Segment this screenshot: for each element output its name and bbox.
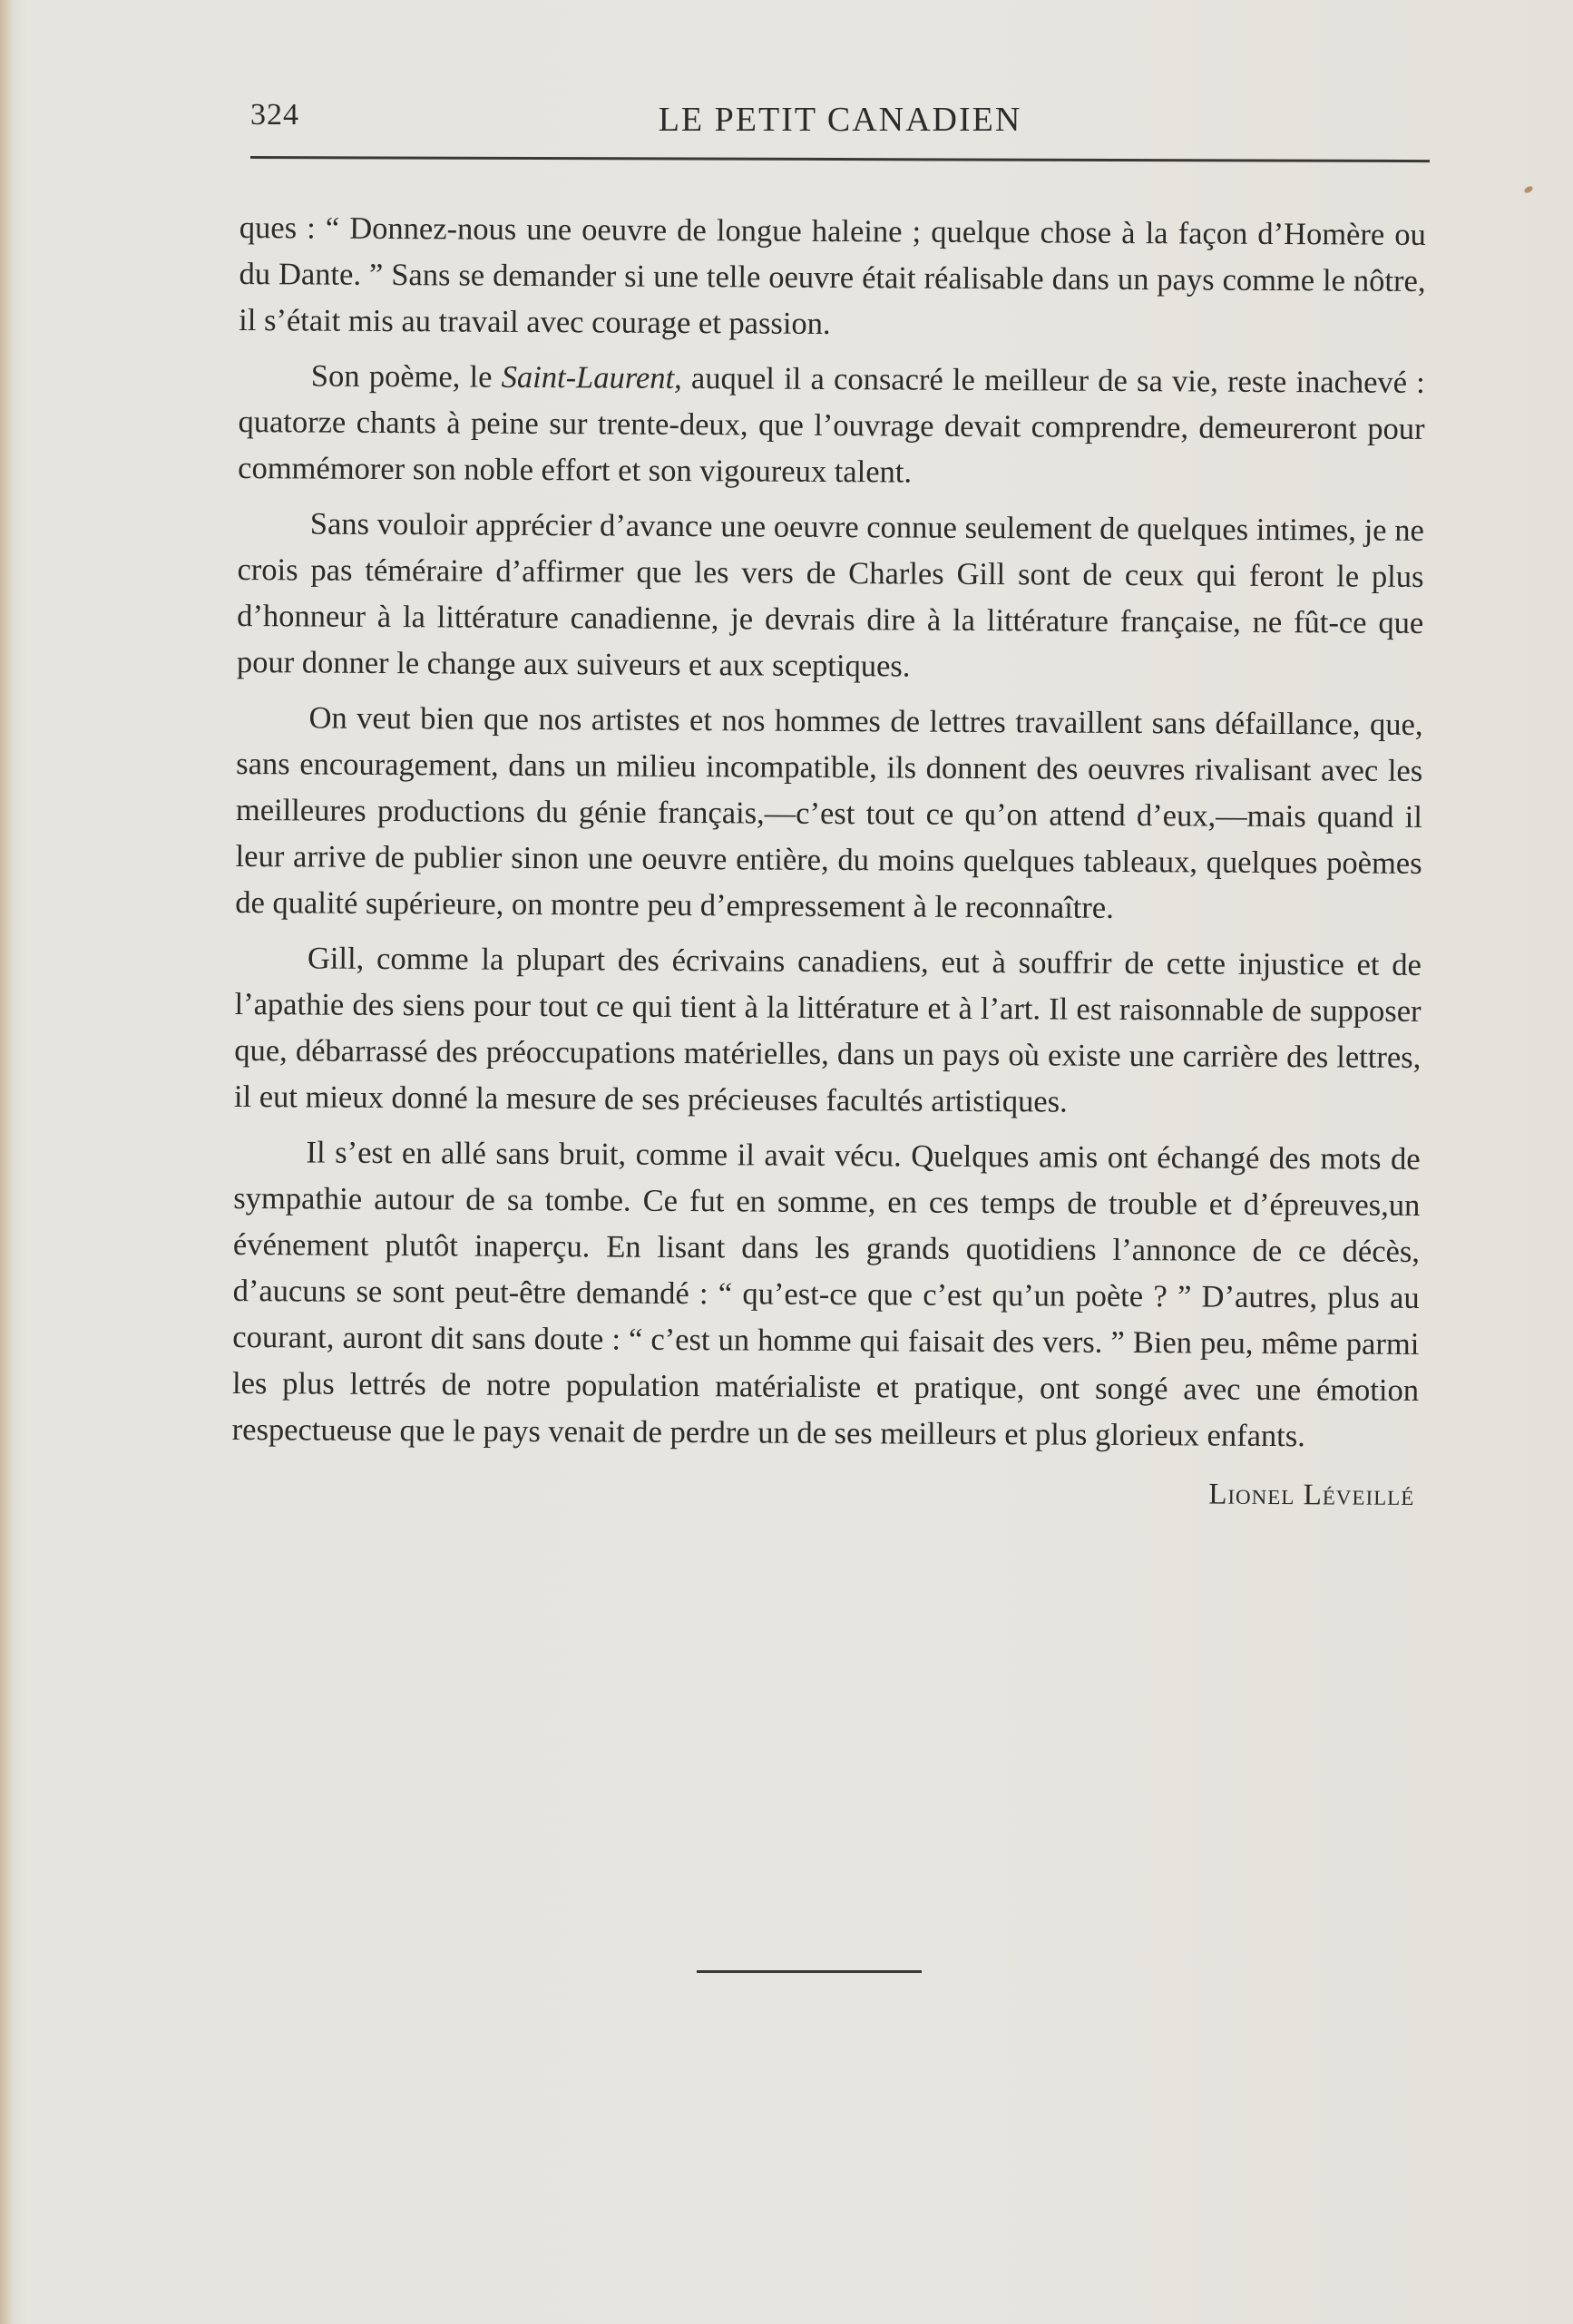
poem-title: Saint-Laurent, [501, 359, 682, 395]
paragraph-5: Gill, comme la plupart des écrivains canadiens, eut à souffrir de cette injustice et de l’apathie des siens pour tout ce qui tient à la littérature et à l’art. Il est raisonnable de supposer que, débarrassé des préoccupations matérielles, dans un pays où existe une carrière des lettres, il eut mieux donné la mesure de ses précieuses facultés artistiques. [233, 941, 1422, 1119]
header-rule [250, 156, 1430, 162]
article-body [231, 205, 1426, 1519]
paragraph-1: ques : “ Donnez-nous une oeuvre de longue haleine ; quelque chose à la façon d’Homère ou du Dante. ” Sans se demander si une telle oeuvre était réalisable dans un pays comme le nôtre, il s’était mis au travail avec courage et passion. [239, 210, 1426, 341]
page-header [250, 94, 1430, 149]
closing-rule [697, 1970, 922, 1973]
paragraph-6: Il s’est en allé sans bruit, comme il avait vécu. Quelques amis ont échangé des mots de sympathie autour de sa tombe. Ce fut en somme, en ces temps de trouble et d’épreuves,un événement plutôt inaperçu. En lisant dans les grands quotidiens l’annonce de ce décès, d’aucuns se sont peut-être demandé : “ qu’est-ce que c’est qu’un poète ? ” D’autres, plus au courant, auront dit sans doute : “ c’est un homme qui faisait des vers. ” Bien peu, même parmi les plus lettrés de notre population matérialiste et pratique, ont songé avec une émotion respectueuse que le pays venait de perdre un de ses meilleurs et plus glorieux enfants. [231, 1135, 1421, 1454]
page-number: 324 [250, 98, 299, 132]
paragraph-4: On veut bien que nos artistes et nos hommes de lettres travaillent sans défaillance, que, sans encouragement, dans un milieu incompatible, ils donnent des oeuvres rivalisant avec les meilleures productions du génie français,—c’est tout ce qu’on attend d’eux,—mais quand il leur arrive de publier sinon une oeuvre entière, du moins quelques tableaux, quelques poèmes de qualité supérieure, on montre peu d’empressement à le reconnaître. [235, 700, 1423, 925]
running-title: LE PETIT CANADIEN [658, 101, 1022, 139]
author-signature: Lionel Léveillé [1208, 1478, 1415, 1512]
paragraph-2-rest: auquel il a consacré le meilleur de sa vie, reste inachevé : quatorze chants à peine sur trente-deux, que l’ouvrage devait comprendre, demeureront pour commémorer son noble effort et son vigoureux talent. [238, 360, 1425, 490]
paragraph-3: Sans vouloir apprécier d’avance une oeuvre connue seulement de quelques intimes, je ne crois pas téméraire d’affirmer que les vers de Charles Gill sont de ceux qui feront le plus d’honneur à la littérature canadienne, je devrais dire à la littérature française, ne fût-ce que pour donner le change aux suiveurs et aux sceptiques. [236, 506, 1424, 684]
paper-speck [1523, 185, 1534, 194]
page-binding-edge [0, 0, 13, 2324]
paragraph-2-start: Son poème, le [310, 358, 502, 395]
paragraph-2 [238, 353, 1425, 499]
